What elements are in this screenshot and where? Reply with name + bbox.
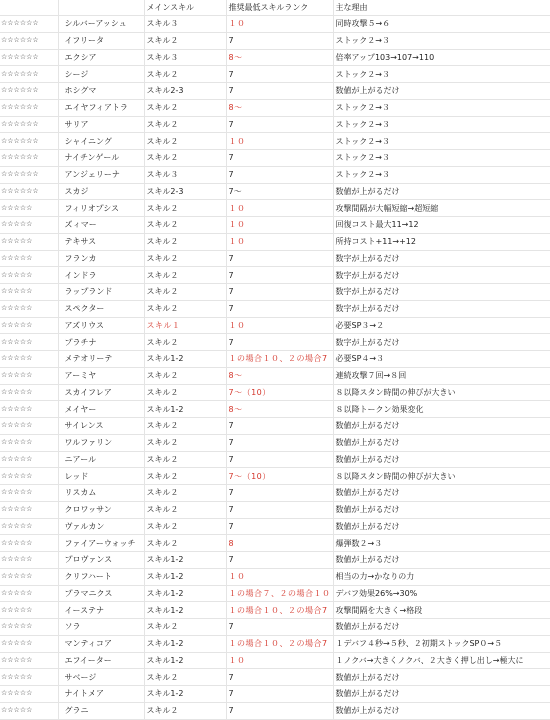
main-skill: スキル２ [144, 518, 226, 535]
table-row [0, 619, 550, 636]
header-stars [0, 0, 58, 16]
main-skill: スキル２ [144, 468, 226, 485]
main-skill: スキル２ [144, 669, 226, 686]
main-skill: スキル1-2 [144, 652, 226, 669]
reason-text: １デバフ４秒→５秒、２初期ストックSP０→５ [333, 635, 550, 652]
main-skill: スキル1-2 [144, 686, 226, 703]
main-skill: スキル１ [144, 317, 226, 334]
reason-text: 回復コスト最大11→12 [333, 217, 550, 234]
table-row [0, 284, 550, 301]
rarity-stars: ☆☆☆☆☆ [0, 401, 58, 418]
table-row [0, 686, 550, 703]
main-skill: スキル1-2 [144, 635, 226, 652]
recommended-rank: 7 [226, 32, 333, 49]
reason-text: 必要SP４→３ [333, 351, 550, 368]
rarity-stars: ☆☆☆☆☆☆ [0, 183, 58, 200]
main-skill: スキル２ [144, 32, 226, 49]
recommended-rank: 7 [226, 83, 333, 100]
table-row [0, 652, 550, 669]
table-row [0, 384, 550, 401]
table-row [0, 150, 550, 167]
reason-text: 連続攻撃７回→８回 [333, 367, 550, 384]
main-skill: スキル２ [144, 200, 226, 217]
reason-text: 数字が上がるだけ [333, 284, 550, 301]
recommended-rank: 7 [226, 250, 333, 267]
table-row [0, 83, 550, 100]
recommended-rank: 8〜 [226, 99, 333, 116]
rarity-stars: ☆☆☆☆☆ [0, 686, 58, 703]
operator-name: プロヴァンス [58, 552, 144, 569]
main-skill: スキル２ [144, 284, 226, 301]
main-skill: スキル1-2 [144, 401, 226, 418]
main-skill: スキル２ [144, 619, 226, 636]
table-row [0, 49, 550, 66]
header-row [0, 0, 550, 16]
operator-name: マンティコア [58, 635, 144, 652]
recommended-rank: 7 [226, 669, 333, 686]
table-row [0, 434, 550, 451]
rarity-stars: ☆☆☆☆☆ [0, 284, 58, 301]
rarity-stars: ☆☆☆☆☆ [0, 451, 58, 468]
table-row [0, 702, 550, 719]
main-skill: スキル３ [144, 166, 226, 183]
reason-text: 数値が上がるだけ [333, 669, 550, 686]
rarity-stars: ☆☆☆☆☆☆ [0, 99, 58, 116]
main-skill: スキル２ [144, 99, 226, 116]
rarity-stars: ☆☆☆☆☆ [0, 384, 58, 401]
operator-name: ズィマー [58, 217, 144, 234]
reason-text: 数値が上がるだけ [333, 619, 550, 636]
reason-text: 攻撃間隔を大きく→格段 [333, 602, 550, 619]
recommended-rank: １０ [226, 133, 333, 150]
operator-name: イフリータ [58, 32, 144, 49]
rarity-stars: ☆☆☆☆☆☆ [0, 49, 58, 66]
operator-name: エクシア [58, 49, 144, 66]
reason-text: 相当の力→かなりの力 [333, 568, 550, 585]
reason-text: 必要SP３→２ [333, 317, 550, 334]
main-skill: スキル1-2 [144, 585, 226, 602]
table-row [0, 233, 550, 250]
recommended-rank: 7 [226, 619, 333, 636]
reason-text: ８以降スタン時間の伸びが大きい [333, 468, 550, 485]
recommended-rank: １０ [226, 317, 333, 334]
operator-name: クロワッサン [58, 501, 144, 518]
recommended-rank: １の場合１０、２の場合7 [226, 351, 333, 368]
rarity-stars: ☆☆☆☆☆☆ [0, 66, 58, 83]
reason-text: 攻撃間隔が大幅短縮→超短縮 [333, 200, 550, 217]
main-skill: スキル1-2 [144, 602, 226, 619]
table-row [0, 585, 550, 602]
reason-text: ストック２→３ [333, 150, 550, 167]
recommended-rank: １の場合１０、２の場合7 [226, 635, 333, 652]
reason-text: 倍率アップ103→107→110 [333, 49, 550, 66]
operator-name: ヴァルカン [58, 518, 144, 535]
recommended-rank: １０ [226, 652, 333, 669]
main-skill: スキル２ [144, 434, 226, 451]
table-row [0, 66, 550, 83]
rarity-stars: ☆☆☆☆☆ [0, 652, 58, 669]
table-row [0, 468, 550, 485]
table-row [0, 485, 550, 502]
operator-name: サベージ [58, 669, 144, 686]
reason-text: 爆弾数２→３ [333, 535, 550, 552]
recommended-rank: １の場合１０、２の場合7 [226, 602, 333, 619]
rarity-stars: ☆☆☆☆☆ [0, 552, 58, 569]
recommended-rank: １０ [226, 568, 333, 585]
recommended-rank: 7 [226, 518, 333, 535]
operator-name: サイレンス [58, 418, 144, 435]
main-skill: スキル1-2 [144, 552, 226, 569]
recommended-rank: 7 [226, 150, 333, 167]
rarity-stars: ☆☆☆☆☆ [0, 367, 58, 384]
recommended-rank: 7 [226, 66, 333, 83]
table-row [0, 300, 550, 317]
operator-name: メテオリーテ [58, 351, 144, 368]
recommended-rank: 7 [226, 166, 333, 183]
main-skill: スキル2-3 [144, 83, 226, 100]
recommended-rank: 7 [226, 501, 333, 518]
rarity-stars: ☆☆☆☆☆ [0, 619, 58, 636]
operator-name: メイヤー [58, 401, 144, 418]
rarity-stars: ☆☆☆☆☆ [0, 334, 58, 351]
recommended-rank: 7 [226, 334, 333, 351]
header-reason: 主な理由 [333, 0, 550, 16]
table-row [0, 166, 550, 183]
table-row [0, 99, 550, 116]
recommended-rank: 7 [226, 485, 333, 502]
table-row [0, 16, 550, 33]
table-row [0, 217, 550, 234]
operator-name: スカジ [58, 183, 144, 200]
table-row [0, 32, 550, 49]
main-skill: スキル２ [144, 485, 226, 502]
table-row [0, 401, 550, 418]
rarity-stars: ☆☆☆☆☆ [0, 434, 58, 451]
main-skill: スキル２ [144, 150, 226, 167]
main-skill: スキル1-2 [144, 351, 226, 368]
reason-text: 数値が上がるだけ [333, 183, 550, 200]
rarity-stars: ☆☆☆☆☆ [0, 250, 58, 267]
rarity-stars: ☆☆☆☆☆ [0, 200, 58, 217]
reason-text: ８以降トークン効果変化 [333, 401, 550, 418]
rarity-stars: ☆☆☆☆☆ [0, 518, 58, 535]
table-row [0, 334, 550, 351]
table-row [0, 552, 550, 569]
table-row [0, 451, 550, 468]
operator-name: シルバーアッシュ [58, 16, 144, 33]
reason-text: デバフ効果26%→30% [333, 585, 550, 602]
recommended-rank: 7 [226, 267, 333, 284]
rarity-stars: ☆☆☆☆☆ [0, 300, 58, 317]
recommended-rank: 7〜（10） [226, 468, 333, 485]
operator-name: クリフハート [58, 568, 144, 585]
main-skill: スキル２ [144, 233, 226, 250]
main-skill: スキル２ [144, 217, 226, 234]
reason-text: ストック２→３ [333, 116, 550, 133]
recommended-rank: 7 [226, 418, 333, 435]
rarity-stars: ☆☆☆☆☆ [0, 535, 58, 552]
rarity-stars: ☆☆☆☆☆☆ [0, 166, 58, 183]
recommended-rank: 7〜 [226, 183, 333, 200]
rarity-stars: ☆☆☆☆☆ [0, 501, 58, 518]
operator-name: サリア [58, 116, 144, 133]
table-row [0, 535, 550, 552]
reason-text: 数字が上がるだけ [333, 334, 550, 351]
reason-text: 数値が上がるだけ [333, 702, 550, 719]
recommended-rank: 7 [226, 686, 333, 703]
rarity-stars: ☆☆☆☆☆☆ [0, 32, 58, 49]
reason-text: 数値が上がるだけ [333, 552, 550, 569]
operator-name: ナイトメア [58, 686, 144, 703]
recommended-rank: 7 [226, 116, 333, 133]
reason-text: 同時攻撃５→６ [333, 16, 550, 33]
reason-text: 数値が上がるだけ [333, 83, 550, 100]
rarity-stars: ☆☆☆☆☆ [0, 485, 58, 502]
table-row [0, 669, 550, 686]
operator-name: イーステナ [58, 602, 144, 619]
rarity-stars: ☆☆☆☆☆☆ [0, 116, 58, 133]
reason-text: １ノクバ→大きくノクバ、２大きく押し出し→極大に [333, 652, 550, 669]
header-main-skill: メインスキル [144, 0, 226, 16]
recommended-rank: 7〜（10） [226, 384, 333, 401]
operator-name: ラップランド [58, 284, 144, 301]
operator-name: リスカム [58, 485, 144, 502]
main-skill: スキル２ [144, 250, 226, 267]
table-row [0, 267, 550, 284]
table-row [0, 351, 550, 368]
table-row [0, 317, 550, 334]
operator-name: プラチナ [58, 334, 144, 351]
reason-text: 数値が上がるだけ [333, 418, 550, 435]
main-skill: スキル２ [144, 384, 226, 401]
main-skill: スキル2-3 [144, 183, 226, 200]
recommended-rank: 7 [226, 300, 333, 317]
reason-text: ストック２→３ [333, 66, 550, 83]
main-skill: スキル２ [144, 66, 226, 83]
main-skill: スキル２ [144, 535, 226, 552]
header-name [58, 0, 144, 16]
reason-text: 数字が上がるだけ [333, 300, 550, 317]
recommended-rank: 8〜 [226, 367, 333, 384]
reason-text: 数字が上がるだけ [333, 250, 550, 267]
table-row [0, 133, 550, 150]
reason-text: 数値が上がるだけ [333, 501, 550, 518]
main-skill: スキル２ [144, 451, 226, 468]
operator-name: プラマニクス [58, 585, 144, 602]
reason-text: 数値が上がるだけ [333, 518, 550, 535]
operator-name: ニアール [58, 451, 144, 468]
main-skill: スキル２ [144, 418, 226, 435]
operator-name: スペクター [58, 300, 144, 317]
main-skill: スキル２ [144, 133, 226, 150]
operator-name: ソラ [58, 619, 144, 636]
main-skill: スキル２ [144, 334, 226, 351]
reason-text: 数値が上がるだけ [333, 451, 550, 468]
operator-name: アンジェリーナ [58, 166, 144, 183]
recommended-rank: 7 [226, 434, 333, 451]
table-body [0, 16, 550, 720]
recommended-rank: 7 [226, 702, 333, 719]
main-skill: スキル２ [144, 267, 226, 284]
recommended-rank: １０ [226, 16, 333, 33]
table-row [0, 501, 550, 518]
main-skill: スキル３ [144, 49, 226, 66]
table-row [0, 116, 550, 133]
operator-name: ナイチンゲール [58, 150, 144, 167]
reason-text: 数値が上がるだけ [333, 434, 550, 451]
operator-name: スカイフレア [58, 384, 144, 401]
reason-text: ストック２→３ [333, 133, 550, 150]
rarity-stars: ☆☆☆☆☆☆ [0, 16, 58, 33]
operator-name: エフイーター [58, 652, 144, 669]
header-recommended-rank: 推奨最低スキルランク [226, 0, 333, 16]
rarity-stars: ☆☆☆☆☆ [0, 602, 58, 619]
recommended-rank: 8〜 [226, 401, 333, 418]
rarity-stars: ☆☆☆☆☆ [0, 233, 58, 250]
recommended-rank: 7 [226, 284, 333, 301]
operator-name: レッド [58, 468, 144, 485]
table-row [0, 635, 550, 652]
rarity-stars: ☆☆☆☆☆ [0, 418, 58, 435]
rarity-stars: ☆☆☆☆☆ [0, 585, 58, 602]
operator-name: アズリウス [58, 317, 144, 334]
rarity-stars: ☆☆☆☆☆ [0, 468, 58, 485]
recommended-rank: １０ [226, 233, 333, 250]
table-row [0, 367, 550, 384]
recommended-rank: 8 [226, 535, 333, 552]
operator-name: グラニ [58, 702, 144, 719]
operator-name: アーミヤ [58, 367, 144, 384]
recommended-rank: 7 [226, 451, 333, 468]
main-skill: スキル３ [144, 16, 226, 33]
operator-name: フランカ [58, 250, 144, 267]
table-row [0, 602, 550, 619]
reason-text: 数字が上がるだけ [333, 267, 550, 284]
rarity-stars: ☆☆☆☆☆☆ [0, 133, 58, 150]
rarity-stars: ☆☆☆☆☆☆ [0, 150, 58, 167]
main-skill: スキル２ [144, 702, 226, 719]
table-row [0, 200, 550, 217]
table-row [0, 250, 550, 267]
operator-name: シャイニング [58, 133, 144, 150]
main-skill: スキル1-2 [144, 568, 226, 585]
operator-name: フィリオプシス [58, 200, 144, 217]
rarity-stars: ☆☆☆☆☆☆ [0, 83, 58, 100]
reason-text: 数値が上がるだけ [333, 686, 550, 703]
rarity-stars: ☆☆☆☆☆ [0, 217, 58, 234]
recommended-rank: １０ [226, 200, 333, 217]
rarity-stars: ☆☆☆☆☆ [0, 702, 58, 719]
main-skill: スキル２ [144, 300, 226, 317]
table-row [0, 568, 550, 585]
reason-text: ストック２→３ [333, 99, 550, 116]
reason-text: ８以降スタン時間の伸びが大きい [333, 384, 550, 401]
rarity-stars: ☆☆☆☆☆ [0, 351, 58, 368]
table-row [0, 183, 550, 200]
rarity-stars: ☆☆☆☆☆ [0, 568, 58, 585]
recommended-rank: 7 [226, 552, 333, 569]
operator-name: シージ [58, 66, 144, 83]
operator-name: インドラ [58, 267, 144, 284]
operator-name: ワルファリン [58, 434, 144, 451]
main-skill: スキル２ [144, 367, 226, 384]
rarity-stars: ☆☆☆☆☆ [0, 267, 58, 284]
recommended-rank: １の場合７、２の場合１０ [226, 585, 333, 602]
main-skill: スキル２ [144, 501, 226, 518]
recommended-rank: 8〜 [226, 49, 333, 66]
operator-name: ホシグマ [58, 83, 144, 100]
reason-text: ストック２→３ [333, 32, 550, 49]
operator-name: ファイアーウォッチ [58, 535, 144, 552]
operator-name: テキサス [58, 233, 144, 250]
rarity-stars: ☆☆☆☆☆ [0, 635, 58, 652]
main-skill: スキル２ [144, 116, 226, 133]
reason-text: 数値が上がるだけ [333, 485, 550, 502]
operator-name: エイヤフィアトラ [58, 99, 144, 116]
reason-text: 所持コスト+11→+12 [333, 233, 550, 250]
reason-text: ストック２→３ [333, 166, 550, 183]
recommended-rank: １０ [226, 217, 333, 234]
table-row [0, 418, 550, 435]
table-row [0, 518, 550, 535]
rarity-stars: ☆☆☆☆☆ [0, 317, 58, 334]
rarity-stars: ☆☆☆☆☆ [0, 669, 58, 686]
